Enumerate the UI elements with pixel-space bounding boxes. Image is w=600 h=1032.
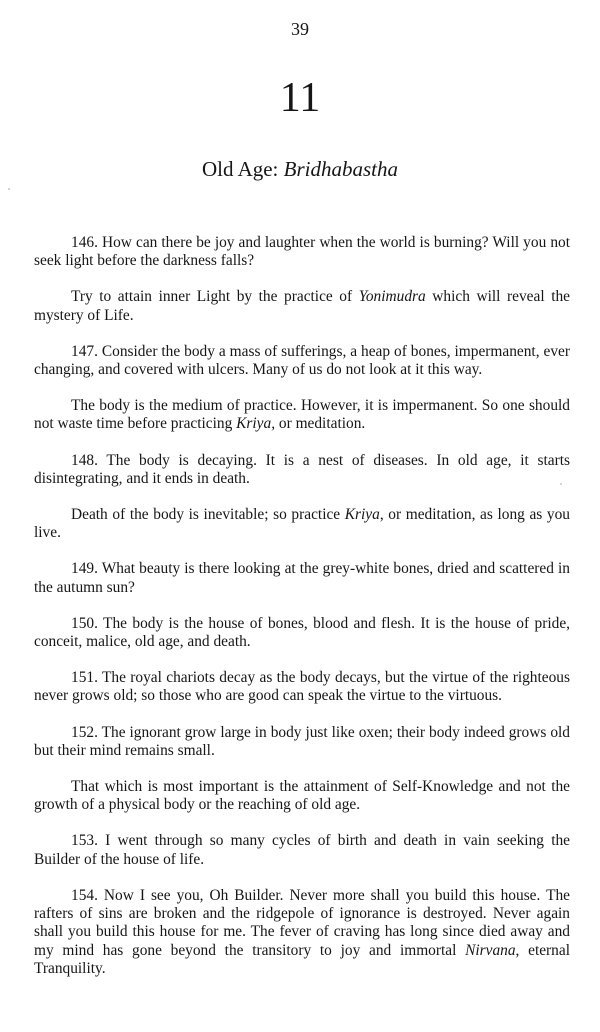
- text-segment: , or meditation, as long as you live.: [34, 505, 571, 542]
- paragraph-p148: [34, 452, 570, 489]
- paragraph-p149: [34, 560, 570, 597]
- paragraph-p152b: [34, 778, 570, 815]
- paragraph-p153: [34, 832, 570, 869]
- text-segment: The body is the medium of practice. However, it is impermanent. So one should not waste time before practicing: [34, 397, 570, 433]
- paragraph-p150: [34, 615, 570, 652]
- paragraph-p148b: [34, 506, 570, 543]
- text-segment: 148. The body is decaying. It is a nest of diseases. In old age, it starts disintegrating, and it ends in death.: [34, 451, 570, 487]
- text-segment: 152. The ignorant grow large in body just like oxen; their body indeed grows old but their mind remains small.: [34, 723, 570, 759]
- text-segment: 150. The body is the house of bones, blood and flesh. It is the house of pride, conceit, malice, old age, and death.: [34, 614, 570, 651]
- paragraph-p146b: [34, 288, 570, 325]
- text-segment: That which is most important is the attainment of Self-Knowledge and not the growth of a physical body or the reaching of old age.: [34, 777, 570, 814]
- paragraph-p152: [34, 724, 570, 761]
- italic-term: Kriya,: [236, 415, 276, 433]
- chapter-number: 11: [279, 75, 321, 121]
- text-segment: 154. Now I see you, Oh Builder. Never more shall you build this house. The rafters of sins are broken and the ridgepole of ignorance is destroyed. Never again shall you build this house for me. The fever of craving has long since died away and my mind has gone beyond the transitory to joy and immortal: [34, 886, 570, 959]
- text-segment: 146. How can there be joy and laughter when the world is burning? Will you not seek light before the darkness falls?: [34, 234, 570, 270]
- text-segment: Try to attain inner Light by the practice of: [71, 288, 359, 306]
- text-segment: or meditation.: [275, 415, 366, 433]
- paragraph-p151: [34, 669, 570, 706]
- chapter-title: [0, 155, 600, 183]
- text-segment: which will reveal the mystery of Life.: [34, 288, 570, 324]
- text-segment: Death of the body is inevitable; so practice: [71, 505, 345, 523]
- italic-term: Yonimudra: [358, 288, 426, 306]
- text-segment: 151. The royal chariots decay as the body decays, but the virtue of the righteous never grows old; so those who are good can speak the virtue to the virtuous.: [34, 669, 570, 705]
- paragraph-p147: [34, 343, 570, 380]
- chapter-body: [34, 234, 570, 978]
- chapter-title-italic: Bridhabastha: [283, 157, 398, 181]
- text-segment: 153. I went through so many cycles of birth and death in vain seeking the Builder of the house of life.: [34, 832, 570, 868]
- page-number: 39: [291, 19, 309, 39]
- print-speck: [8, 188, 10, 190]
- text-segment: 147. Consider the body a mass of sufferings, a heap of bones, impermanent, ever changing, and covered with ulcers. Many of us do not look at it this way.: [34, 342, 570, 379]
- chapter-title-prefix: Old Age:: [201, 157, 284, 181]
- text-segment: 149. What beauty is there looking at the grey-white bones, dried and scattered in the autumn sun?: [34, 560, 570, 596]
- paragraph-p146: [34, 234, 570, 271]
- paragraph-p147b: [34, 397, 570, 434]
- text-segment: , eternal Tranquility.: [34, 941, 570, 977]
- print-speck: [560, 483, 562, 485]
- paragraph-p154: [34, 887, 570, 978]
- italic-term: Kriya: [344, 505, 380, 523]
- italic-term: Nirvana: [465, 941, 516, 959]
